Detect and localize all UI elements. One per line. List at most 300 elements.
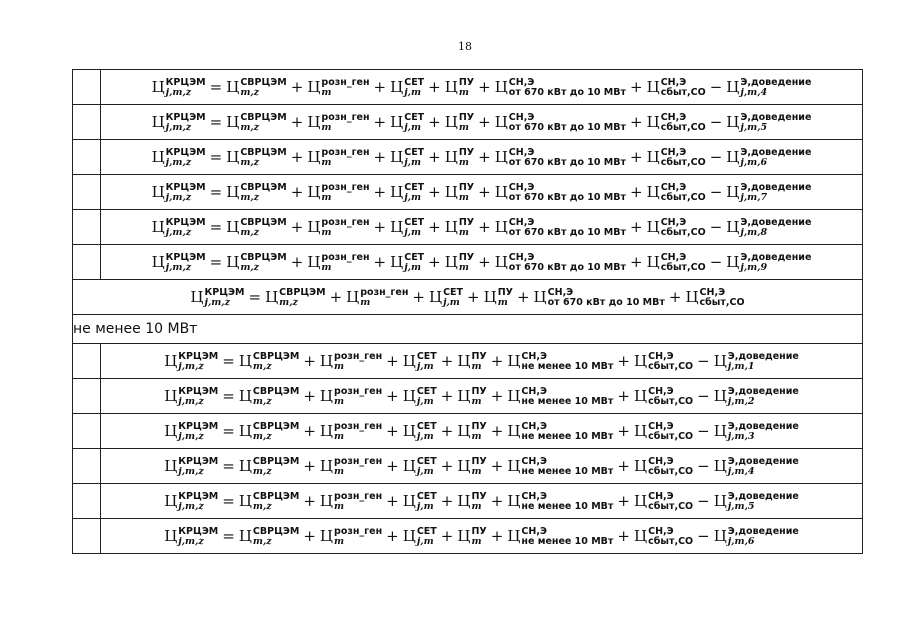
term-pu (445, 148, 474, 168)
price-symbol: Ц (428, 287, 443, 306)
term-krcem-scripts (178, 352, 218, 372)
term-set-subscript: j,m (404, 156, 422, 168)
term-rozn-gen-superscript: розн_ген (334, 455, 383, 467)
term-rozn-gen (346, 288, 408, 308)
term-dovedenie (726, 148, 811, 168)
term-set-scripts (417, 422, 437, 442)
price-symbol: Ц (646, 217, 660, 236)
term-svrcem (226, 253, 287, 273)
term-set (403, 457, 437, 477)
term-set-scripts (417, 352, 437, 372)
term-set-scripts (404, 78, 424, 98)
price-symbol: Ц (390, 217, 404, 236)
term-svrcem-scripts (253, 492, 299, 512)
term-pu-subscript: m (471, 465, 482, 477)
term-pu-scripts (471, 457, 486, 477)
term-krcem-superscript: КРЦЭМ (178, 350, 219, 362)
price-symbol: Ц (713, 456, 727, 475)
term-sn-capacity-subscript: не менее 10 МВт (521, 465, 614, 477)
term-krcem-subscript: j,m,z (165, 86, 192, 98)
term-rozn-gen-superscript: розн_ген (321, 181, 370, 193)
price-symbol: Ц (444, 147, 458, 166)
term-sn-sbyt (647, 253, 706, 273)
term-dovedenie-superscript: Э,доведение (727, 490, 799, 502)
term-svrcem-superscript: СВРЦЭМ (252, 350, 300, 362)
subscript-prefix: j,m (727, 465, 745, 477)
term-pu-scripts (471, 492, 486, 512)
term-dovedenie-scripts (740, 218, 811, 238)
minus-sign: − (709, 147, 723, 166)
term-svrcem-subscript: m,z (240, 86, 260, 98)
term-set-scripts (404, 148, 424, 168)
term-sn-capacity-superscript: СН,Э (508, 216, 535, 228)
term-set-superscript: СЕТ (443, 286, 464, 298)
formula-cell (101, 379, 863, 414)
term-dovedenie-superscript: Э,доведение (740, 111, 812, 123)
term-pu-scripts (459, 78, 474, 98)
term-rozn-gen-scripts (360, 288, 408, 308)
term-dovedenie-scripts (728, 387, 799, 407)
plus-sign: + (490, 386, 504, 405)
price-symbol: Ц (713, 386, 727, 405)
term-sn-capacity-scripts (509, 183, 626, 203)
term-krcem-superscript: КРЦЭМ (165, 216, 206, 228)
price-symbol: Ц (457, 386, 471, 405)
term-sn-sbyt (634, 352, 693, 372)
term-rozn-gen (320, 387, 382, 407)
plus-sign: + (290, 182, 304, 201)
term-rozn-gen-superscript: розн_ген (321, 216, 370, 228)
term-pu (445, 113, 474, 133)
price-formula (164, 492, 799, 512)
term-sn-capacity-subscript: не менее 10 МВт (521, 430, 614, 442)
plus-sign: + (617, 386, 630, 405)
price-symbol: Ц (164, 456, 178, 475)
price-symbol: Ц (164, 351, 178, 370)
minus-sign: − (697, 491, 710, 510)
term-sn-capacity-superscript: СН,Э (521, 525, 547, 537)
term-svrcem-superscript: СВРЦЭМ (240, 216, 287, 228)
term-krcem-subscript: j,m,z (165, 121, 192, 133)
formula-cell-summary (73, 280, 863, 315)
term-dovedenie (714, 352, 799, 372)
term-krcem-superscript: КРЦЭМ (165, 181, 206, 193)
plus-sign: + (290, 252, 304, 271)
formula-row (73, 105, 863, 140)
left-column-cell (73, 245, 101, 280)
term-dovedenie (714, 527, 799, 547)
term-krcem-superscript: КРЦЭМ (178, 525, 219, 537)
formula-row (73, 210, 863, 245)
term-dovedenie-subscript: j,m,5 (727, 500, 755, 512)
term-sn-sbyt-subscript: сбыт,СО (648, 500, 694, 512)
term-svrcem-superscript: СВРЦЭМ (252, 490, 300, 502)
term-krcem-scripts (205, 288, 245, 308)
term-sn-capacity-superscript: СН,Э (521, 385, 547, 397)
plus-sign: + (303, 456, 316, 475)
plus-sign: + (630, 77, 643, 96)
term-rozn-gen-subscript: m (334, 465, 345, 477)
term-pu-superscript: ПУ (471, 525, 487, 537)
price-symbol: Ц (507, 491, 521, 510)
term-rozn-gen-subscript: m (334, 500, 345, 512)
term-sn-sbyt (647, 113, 706, 133)
minus-sign: − (697, 386, 710, 405)
price-symbol: Ц (646, 252, 660, 271)
term-dovedenie-subscript: j,m,7 (740, 191, 768, 203)
plus-sign: + (386, 421, 399, 440)
term-set-subscript: j,m (443, 296, 460, 308)
level-index: 4 (747, 465, 755, 477)
plus-sign: + (428, 147, 441, 166)
term-pu-superscript: ПУ (471, 490, 487, 502)
equals-sign: = (209, 112, 223, 131)
term-sn-capacity-scripts (521, 527, 613, 547)
term-sn-sbyt-subscript: сбыт,СО (648, 360, 694, 372)
term-svrcem-subscript: m,z (240, 261, 260, 273)
term-pu-subscript: m (458, 191, 469, 203)
term-pu (445, 183, 474, 203)
price-symbol: Ц (634, 526, 648, 545)
term-rozn-gen-scripts (334, 422, 382, 442)
term-svrcem (226, 183, 287, 203)
term-sn-capacity-subscript: не менее 10 МВт (521, 535, 614, 547)
plus-sign: + (440, 456, 454, 475)
term-sn-sbyt-subscript: сбыт,СО (660, 226, 706, 238)
term-svrcem-scripts (240, 148, 286, 168)
term-set (390, 113, 424, 133)
price-formula (152, 183, 812, 203)
price-symbol: Ц (726, 252, 740, 271)
term-krcem-scripts (166, 78, 206, 98)
term-svrcem-scripts (279, 288, 325, 308)
term-set-superscript: СЕТ (404, 76, 425, 88)
term-dovedenie-scripts (740, 148, 811, 168)
minus-sign: − (709, 77, 723, 96)
price-symbol: Ц (646, 77, 660, 96)
term-dovedenie-subscript: j,m,3 (727, 430, 755, 442)
term-sn-capacity-superscript: СН,Э (547, 286, 574, 298)
term-pu-subscript: m (471, 500, 482, 512)
term-sn-capacity (507, 422, 613, 442)
term-sn-sbyt-subscript: сбыт,СО (648, 465, 694, 477)
term-krcem-subscript: j,m,z (165, 156, 192, 168)
term-set (403, 387, 437, 407)
price-symbol: Ц (646, 147, 660, 166)
price-formula (152, 218, 812, 238)
plus-sign: + (428, 217, 441, 236)
plus-sign: + (630, 182, 643, 201)
price-symbol: Ц (390, 77, 404, 96)
term-sn-capacity-scripts (509, 253, 626, 273)
term-svrcem-subscript: m,z (252, 500, 272, 512)
term-pu-subscript: m (458, 261, 469, 273)
term-dovedenie-scripts (728, 352, 799, 372)
price-symbol: Ц (238, 456, 252, 475)
formula-row (73, 379, 863, 414)
term-pu-superscript: ПУ (458, 76, 475, 88)
price-symbol: Ц (390, 182, 404, 201)
term-pu (457, 352, 486, 372)
term-rozn-gen-scripts (321, 253, 369, 273)
term-set-subscript: j,m (404, 86, 422, 98)
price-symbol: Ц (494, 252, 508, 271)
term-sn-sbyt-subscript: сбыт,СО (648, 535, 694, 547)
term-pu-subscript: m (458, 226, 469, 238)
term-dovedenie (714, 387, 799, 407)
price-symbol: Ц (646, 182, 660, 201)
price-symbol: Ц (402, 421, 416, 440)
term-rozn-gen-scripts (321, 183, 369, 203)
plus-sign: + (386, 386, 399, 405)
term-krcem-subscript: j,m,z (204, 296, 231, 308)
term-pu-superscript: ПУ (458, 181, 475, 193)
term-set-subscript: j,m (404, 121, 422, 133)
term-rozn-gen-superscript: розн_ген (321, 76, 370, 88)
plus-sign: + (490, 421, 504, 440)
term-pu-subscript: m (471, 535, 482, 547)
price-symbol: Ц (507, 351, 521, 370)
term-krcem-scripts (178, 492, 218, 512)
price-symbol: Ц (726, 112, 740, 131)
equals-sign: = (209, 217, 223, 236)
price-symbol: Ц (494, 182, 508, 201)
price-symbol: Ц (444, 77, 458, 96)
price-formula (152, 148, 812, 168)
term-set (390, 253, 424, 273)
term-sn-sbyt-scripts (661, 78, 706, 98)
term-sn-sbyt-scripts (648, 422, 693, 442)
plus-sign: + (373, 182, 387, 201)
term-dovedenie (726, 78, 811, 98)
term-set (403, 422, 437, 442)
plus-sign: + (617, 421, 630, 440)
term-set (390, 183, 424, 203)
term-svrcem-scripts (240, 183, 286, 203)
term-rozn-gen (307, 183, 369, 203)
term-rozn-gen-scripts (334, 527, 382, 547)
term-sn-sbyt (634, 527, 693, 547)
price-symbol: Ц (713, 491, 727, 510)
term-rozn-gen (320, 352, 382, 372)
term-sn-sbyt-superscript: СН,Э (660, 251, 687, 263)
term-pu-scripts (459, 183, 474, 203)
term-sn-sbyt-scripts (648, 492, 693, 512)
plus-sign: + (440, 386, 454, 405)
left-column-cell (73, 175, 101, 210)
term-pu (484, 288, 513, 308)
term-set-superscript: СЕТ (404, 181, 425, 193)
price-symbol: Ц (713, 526, 727, 545)
term-set (403, 527, 437, 547)
term-set (390, 78, 424, 98)
price-symbol: Ц (164, 421, 178, 440)
price-formula (152, 113, 812, 133)
term-rozn-gen (320, 422, 382, 442)
term-svrcem-superscript: СВРЦЭМ (279, 286, 326, 298)
plus-sign: + (490, 526, 504, 545)
level-index: 8 (760, 226, 768, 238)
term-svrcem (226, 78, 287, 98)
term-sn-sbyt-subscript: сбыт,СО (660, 121, 706, 133)
term-krcem-subscript: j,m,z (178, 500, 204, 512)
price-symbol: Ц (457, 421, 471, 440)
price-symbol: Ц (402, 386, 416, 405)
term-krcem-superscript: КРЦЭМ (165, 111, 206, 123)
formula-cell (101, 175, 863, 210)
term-sn-capacity-subscript: от 670 кВт до 10 МВт (508, 261, 627, 273)
plus-sign: + (440, 491, 454, 510)
formula-cell (101, 245, 863, 280)
term-pu-subscript: m (471, 395, 482, 407)
term-sn-sbyt-superscript: СН,Э (660, 181, 687, 193)
price-symbol: Ц (226, 112, 240, 131)
page-number: 18 (458, 40, 472, 53)
term-set-subscript: j,m (416, 395, 434, 407)
equals-sign: = (248, 287, 262, 306)
minus-sign: − (697, 526, 710, 545)
equals-sign: = (209, 182, 223, 201)
price-symbol: Ц (457, 456, 471, 475)
level-index: 3 (747, 430, 755, 442)
term-sn-capacity-scripts (509, 78, 626, 98)
subscript-prefix: j,m (740, 86, 758, 98)
price-symbol: Ц (190, 287, 204, 306)
term-svrcem-superscript: СВРЦЭМ (252, 385, 300, 397)
term-rozn-gen-subscript: m (334, 360, 345, 372)
term-set-superscript: СЕТ (416, 455, 437, 467)
term-krcem-scripts (166, 218, 206, 238)
price-symbol: Ц (238, 386, 252, 405)
term-sn-sbyt-subscript: сбыт,СО (648, 395, 694, 407)
term-krcem (164, 457, 218, 477)
formula-cell (101, 210, 863, 245)
term-set-scripts (443, 288, 463, 308)
term-set (429, 288, 463, 308)
price-symbol: Ц (444, 217, 458, 236)
term-svrcem (239, 492, 300, 512)
term-sn-sbyt-superscript: СН,Э (648, 525, 674, 537)
plus-sign: + (490, 351, 504, 370)
plus-sign: + (630, 217, 643, 236)
price-symbol: Ц (634, 351, 648, 370)
term-sn-capacity-scripts (521, 492, 613, 512)
formula-cell (101, 414, 863, 449)
term-sn-sbyt-subscript: сбыт,СО (648, 430, 694, 442)
plus-sign: + (478, 112, 491, 131)
term-set-scripts (404, 113, 424, 133)
equals-sign: = (222, 526, 235, 545)
term-svrcem-scripts (253, 527, 299, 547)
price-symbol: Ц (164, 491, 178, 510)
term-krcem-subscript: j,m,z (178, 395, 204, 407)
left-column-cell (73, 344, 101, 379)
left-column-cell (73, 379, 101, 414)
term-sn-capacity (495, 183, 626, 203)
plus-sign: + (373, 252, 387, 271)
term-dovedenie-superscript: Э,доведение (727, 420, 799, 432)
term-sn-sbyt (647, 218, 706, 238)
term-krcem (164, 422, 218, 442)
price-symbol: Ц (444, 252, 458, 271)
price-symbol: Ц (265, 287, 279, 306)
term-rozn-gen-subscript: m (360, 296, 371, 308)
term-sn-sbyt-subscript: сбыт,СО (699, 296, 745, 308)
term-sn-capacity (507, 352, 613, 372)
term-svrcem-subscript: m,z (240, 191, 260, 203)
term-pu (445, 253, 474, 273)
term-set-scripts (417, 387, 437, 407)
subscript-prefix: j,m (727, 395, 745, 407)
term-pu-scripts (459, 148, 474, 168)
plus-sign: + (478, 217, 491, 236)
term-sn-capacity-subscript: не менее 10 МВт (521, 500, 614, 512)
plus-sign: + (617, 491, 630, 510)
term-set-scripts (404, 218, 424, 238)
term-set-subscript: j,m (416, 535, 434, 547)
term-svrcem-subscript: m,z (240, 156, 260, 168)
term-svrcem (226, 113, 287, 133)
term-sn-capacity-superscript: СН,Э (521, 350, 547, 362)
term-dovedenie-subscript: j,m,2 (727, 395, 755, 407)
term-rozn-gen-superscript: розн_ген (321, 251, 370, 263)
term-krcem-scripts (178, 387, 218, 407)
term-dovedenie-scripts (740, 183, 811, 203)
term-set (390, 148, 424, 168)
price-symbol: Ц (238, 421, 252, 440)
term-pu-scripts (471, 352, 486, 372)
term-svrcem-scripts (240, 218, 286, 238)
price-symbol: Ц (307, 217, 321, 236)
term-sn-sbyt (634, 422, 693, 442)
term-pu-superscript: ПУ (458, 251, 475, 263)
price-symbol: Ц (307, 147, 321, 166)
subscript-prefix: j,m (727, 430, 745, 442)
price-symbol: Ц (307, 252, 321, 271)
term-rozn-gen-superscript: розн_ген (334, 350, 383, 362)
term-dovedenie-scripts (728, 492, 799, 512)
price-symbol: Ц (494, 147, 508, 166)
term-sn-sbyt-subscript: сбыт,СО (660, 261, 706, 273)
term-dovedenie-superscript: Э,доведение (740, 181, 812, 193)
price-formula (164, 352, 799, 372)
plus-sign: + (440, 526, 454, 545)
term-krcem (164, 387, 218, 407)
term-pu-superscript: ПУ (471, 455, 487, 467)
term-pu-subscript: m (458, 121, 469, 133)
term-dovedenie-superscript: Э,доведение (727, 455, 799, 467)
term-dovedenie-superscript: Э,доведение (727, 385, 799, 397)
term-krcem (152, 148, 206, 168)
term-krcem-superscript: КРЦЭМ (178, 385, 219, 397)
term-pu-subscript: m (458, 156, 469, 168)
term-svrcem-superscript: СВРЦЭМ (240, 111, 287, 123)
formula-cell (101, 70, 863, 105)
price-symbol: Ц (319, 421, 334, 440)
term-krcem-superscript: КРЦЭМ (178, 455, 219, 467)
term-set-subscript: j,m (404, 261, 422, 273)
term-svrcem-scripts (253, 352, 299, 372)
term-sn-capacity-superscript: СН,Э (508, 146, 535, 158)
formula-row (73, 519, 863, 554)
minus-sign: − (697, 421, 710, 440)
level-index: 1 (747, 360, 755, 372)
term-rozn-gen-superscript: розн_ген (321, 111, 370, 123)
term-set-superscript: СЕТ (416, 350, 437, 362)
term-dovedenie (714, 457, 799, 477)
minus-sign: − (697, 351, 710, 370)
term-pu-scripts (459, 218, 474, 238)
